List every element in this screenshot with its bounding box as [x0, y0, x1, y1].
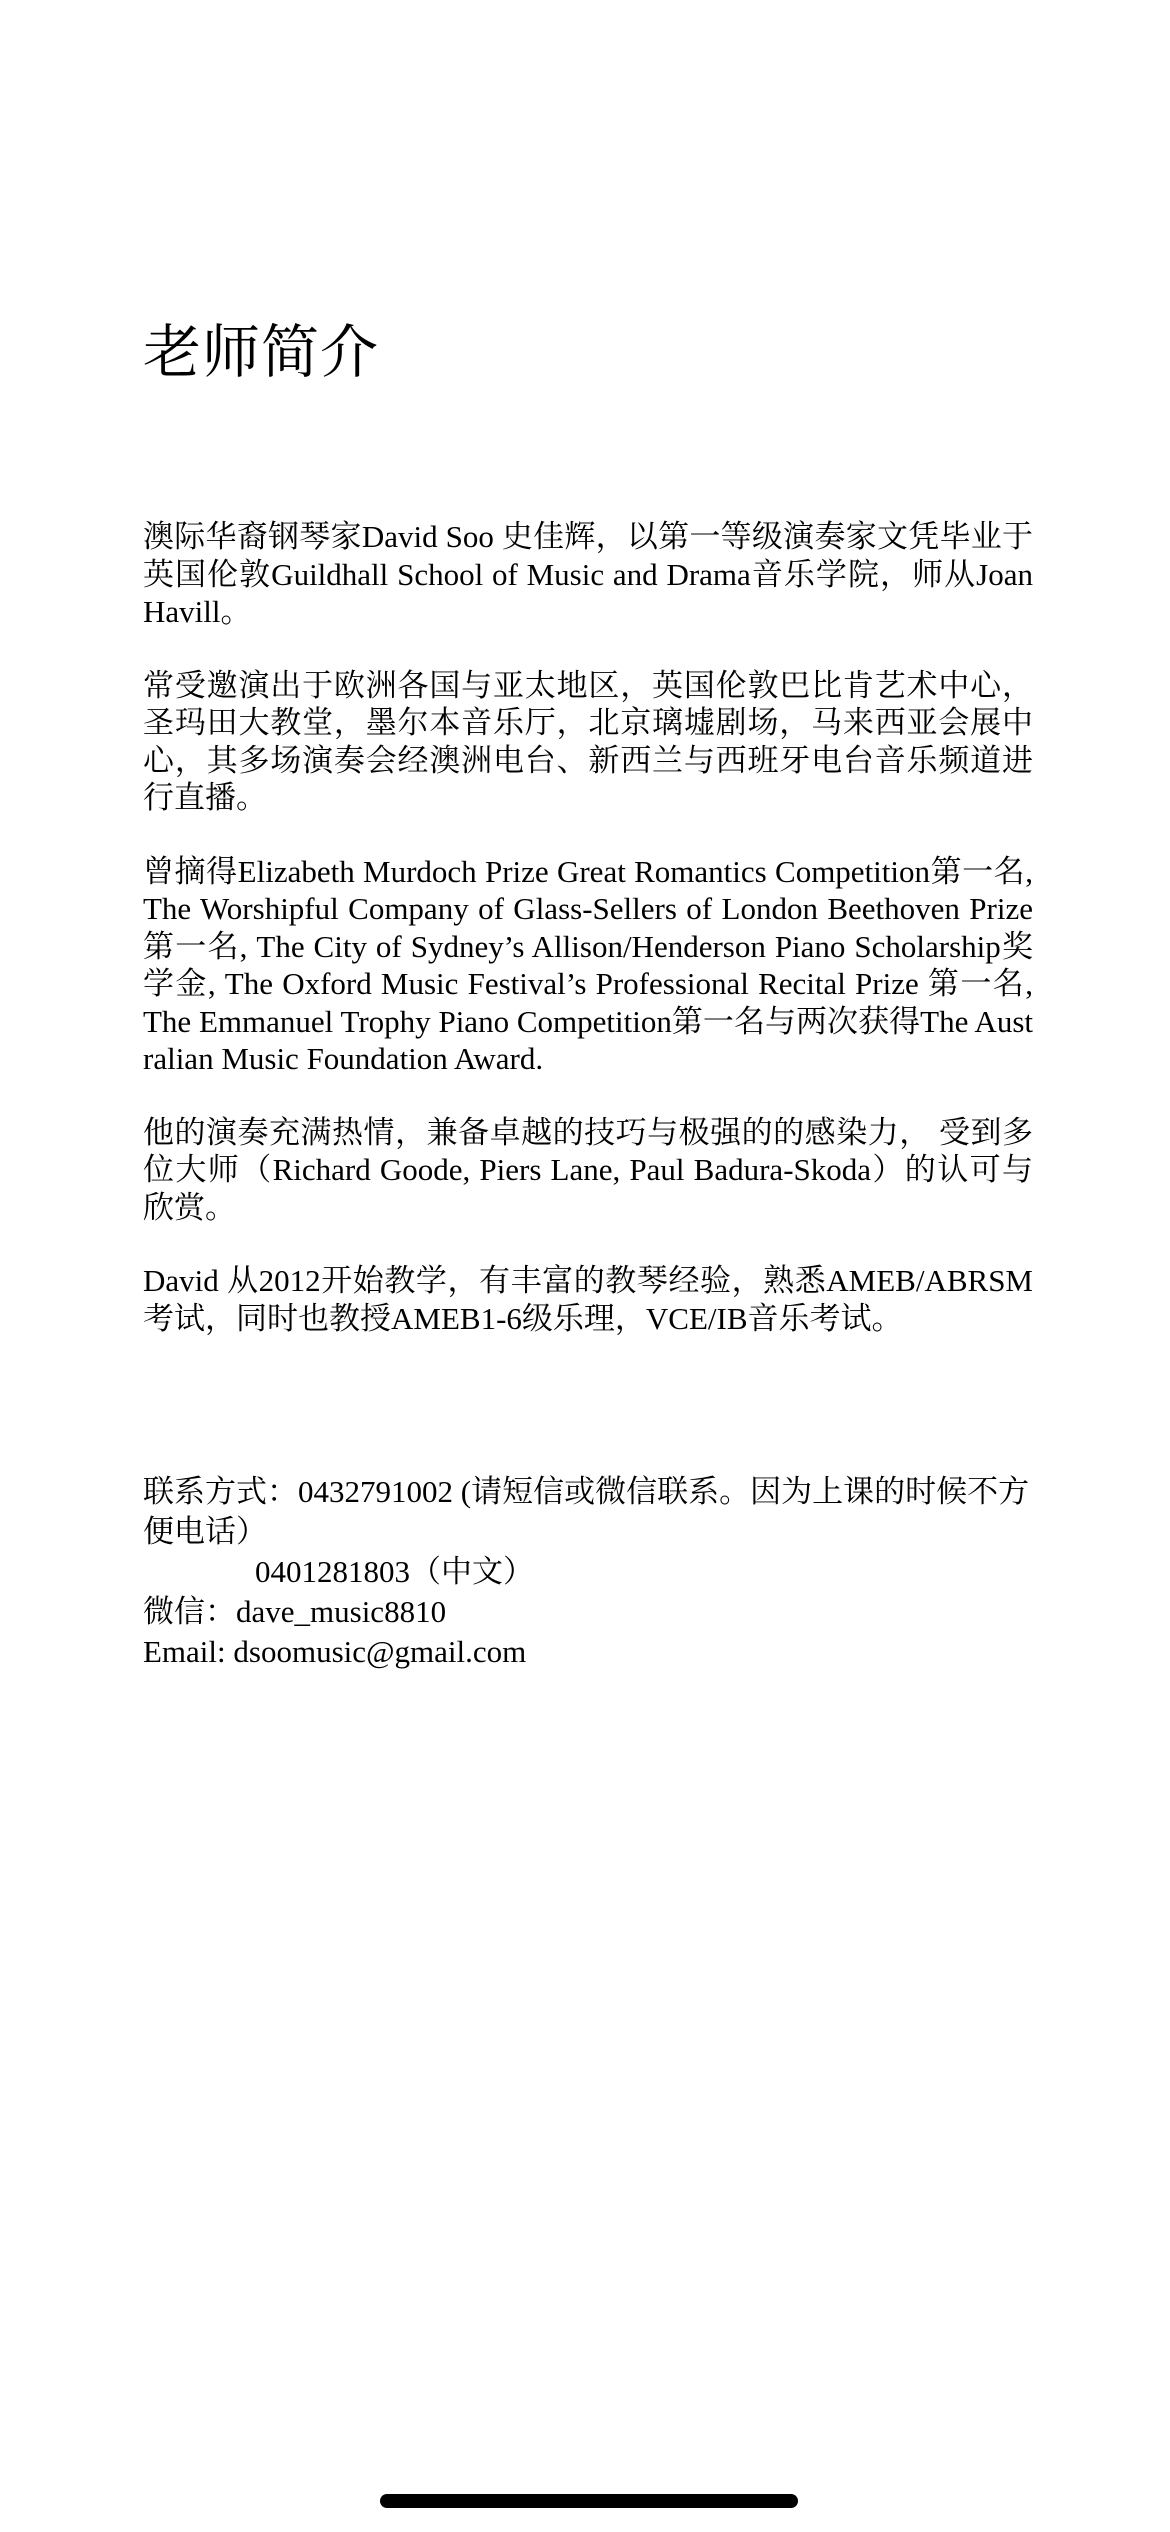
contact-phone-chinese[interactable]: 0401281803（中文）	[255, 1554, 534, 1589]
contact-phone[interactable]: 联系方式：0432791002 (请短信或微信联系。因为上课的时候不方便电话）	[143, 1474, 1030, 1549]
teacher-bio	[143, 518, 1033, 1373]
home-indicator[interactable]	[380, 2494, 798, 2508]
bio-paragraph-performances: 常受邀演出于欧洲各国与亚太地区，英国伦敦巴比肯艺术中心， 圣玛田大教堂，墨尔本音乐厅，北京璃墟剧场，马来西亚会展中心，其多场演奏会经澳洲电台、新西兰与西班牙电台音乐频道进行直播。	[143, 667, 1033, 815]
contact-wechat: 微信：dave_music8810	[143, 1594, 447, 1629]
contact-info	[143, 1472, 1033, 1672]
page-title: 老师简介	[143, 318, 380, 386]
bio-paragraph-education: 澳际华裔钢琴家David Soo 史佳辉，以第一等级演奏家文凭毕业于英国伦敦Guildhall School of Music and Drama音乐学院，师从Joan Havill。	[143, 519, 1033, 629]
bio-paragraph-teaching: David 从2012开始教学，有丰富的教琴经验，熟悉AMEB/ABRSM考试，同时也教授AMEB1-6级乐理，VCE/IB音乐考试。	[143, 1263, 1033, 1336]
contact-email[interactable]: Email: dsoomusic@gmail.com	[143, 1634, 527, 1669]
bio-paragraph-style: 他的演奏充满热情，兼备卓越的技巧与极强的的感染力， 受到多位大师（Richard Goode, Piers Lane, Paul Badura-Skoda）的认可与欣赏。	[143, 1114, 1033, 1225]
bio-paragraph-awards: 曾摘得Elizabeth Murdoch Prize Great Romantics Competition第一名, The Worshipful Company of Glass-Sellers of London Beethoven Prize 第一名, The City of Sydney’s Allison/Henderson Piano Scholarship奖学金, The Oxford Music Festival’s Professional Recital Prize 第一名, The Emmanuel Trophy Piano Competition第一名与两次获得The Australian Music Foundation Award.	[143, 853, 1033, 1076]
